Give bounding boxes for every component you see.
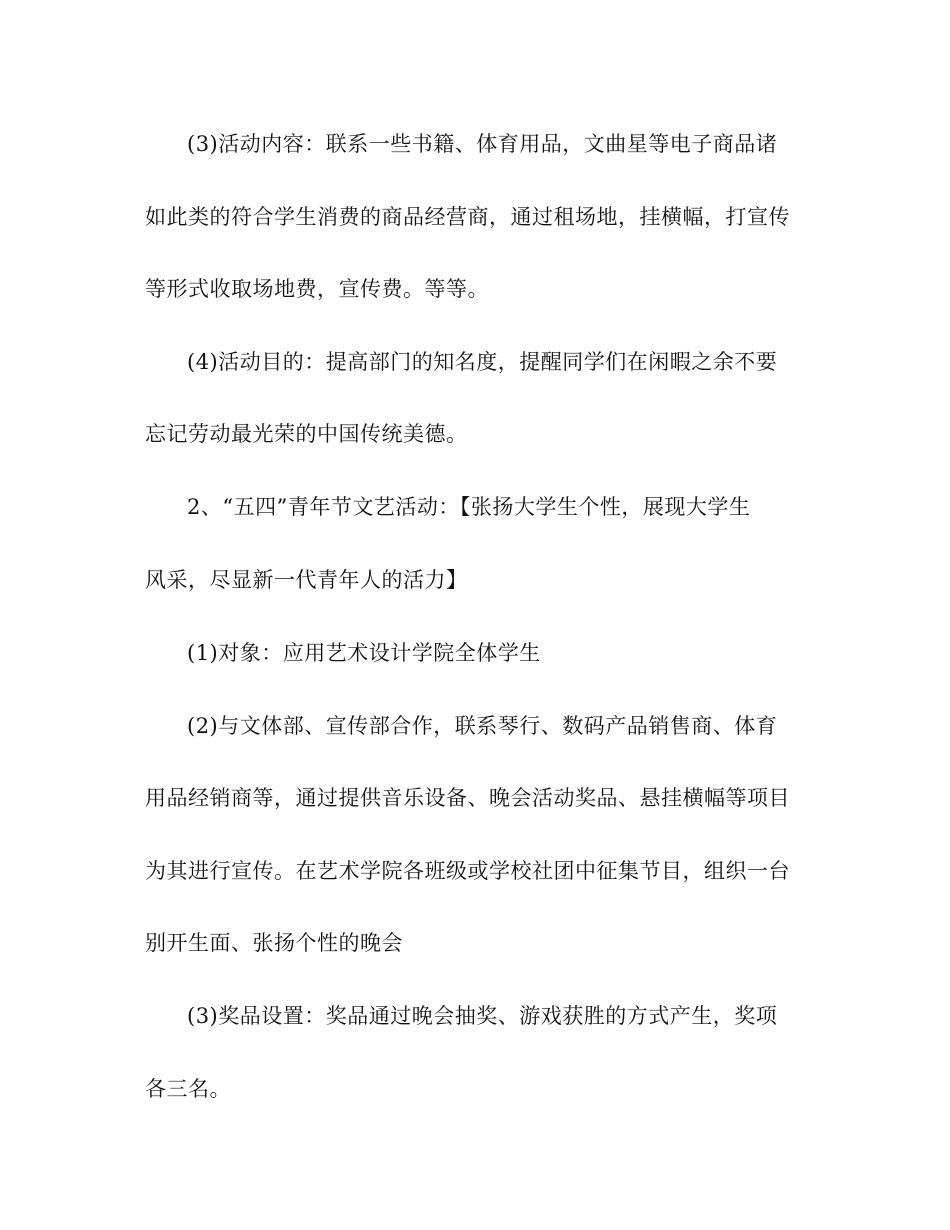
- paragraph-cooperation-line-2: 用品经销商等，通过提供音乐设备、晚会活动奖品、悬挂横幅等项目: [145, 786, 790, 810]
- paragraph-activity-purpose-line-1: (4)活动目的：提高部门的知名度，提醒同学们在闲暇之余不要: [187, 350, 778, 374]
- paragraph-activity-content-line-3: 等形式收取场地费，宣传费。等等。: [145, 277, 489, 301]
- paragraph-prize-settings-line-1: (3)奖品设置：奖品通过晚会抽奖、游戏获胜的方式产生，奖项: [187, 1004, 778, 1028]
- paragraph-prize-settings-line-2: 各三名。: [145, 1077, 231, 1101]
- paragraph-activity-content-line-1: (3)活动内容：联系一些书籍、体育用品，文曲星等电子商品诸: [187, 132, 778, 156]
- paragraph-target-audience: (1)对象：应用艺术设计学院全体学生: [187, 641, 541, 665]
- paragraph-cooperation-line-4: 别开生面、张扬个性的晚会: [145, 931, 403, 955]
- section-heading-may-fourth-line-1: 2、“五四”青年节文艺活动：【张扬大学生个性，展现大学生: [187, 495, 751, 519]
- paragraph-activity-purpose-line-2: 忘记劳动最光荣的中国传统美德。: [145, 422, 468, 446]
- section-heading-may-fourth-line-2: 风采，尽显新一代青年人的活力】: [145, 568, 468, 592]
- paragraph-cooperation-line-1: (2)与文体部、宣传部合作，联系琴行、数码产品销售商、体育: [187, 714, 778, 738]
- paragraph-cooperation-line-3: 为其进行宣传。在艺术学院各班级或学校社团中征集节目，组织一台: [145, 859, 790, 883]
- paragraph-activity-content-line-2: 如此类的符合学生消费的商品经营商，通过租场地，挂横幅，打宣传: [145, 205, 790, 229]
